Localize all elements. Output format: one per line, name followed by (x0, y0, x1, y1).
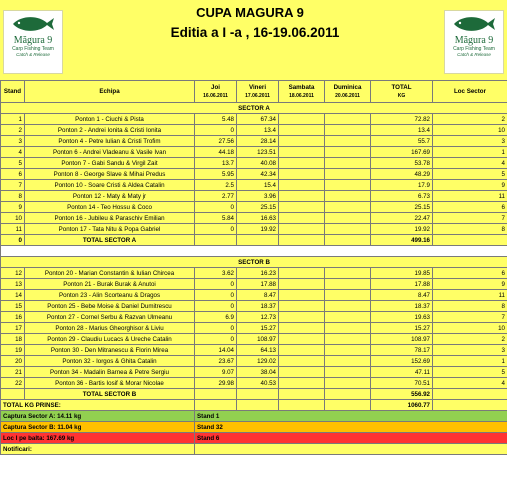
loc-cell[interactable]: 8 (433, 224, 507, 235)
footer-label[interactable]: Captura Sector A: 14.11 kg (1, 411, 195, 422)
table-row (1, 356, 507, 367)
table-row (1, 136, 507, 147)
footer-value[interactable]: Stand 32 (195, 422, 507, 433)
total-cell[interactable]: 55.7 (371, 136, 433, 147)
sector-b-label[interactable]: SECTOR B (1, 257, 507, 268)
day3-cell[interactable] (279, 290, 325, 301)
total-cell[interactable]: 6.73 (371, 191, 433, 202)
logo-sub2: Catch & Release (16, 52, 50, 57)
day2-cell[interactable]: 123.51 (237, 147, 279, 158)
stand-cell[interactable]: 7 (1, 180, 25, 191)
loc-cell[interactable]: 4 (433, 378, 507, 389)
total-cell[interactable]: 19.85 (371, 268, 433, 279)
results-table (0, 80, 507, 455)
total-cell[interactable]: 70.51 (371, 378, 433, 389)
day3-cell[interactable] (279, 334, 325, 345)
stand-cell[interactable]: 16 (1, 312, 25, 323)
day3-cell[interactable] (279, 389, 325, 400)
team-cell[interactable]: Ponton 27 - Cornel Serbu & Razvan Ulmeanu (25, 312, 195, 323)
day3-cell[interactable] (279, 400, 325, 411)
table-row (1, 158, 507, 169)
table-row (1, 334, 507, 345)
table-row (1, 147, 507, 158)
footer-row (1, 433, 507, 444)
total-cell[interactable]: 22.47 (371, 213, 433, 224)
stand-cell[interactable]: 9 (1, 202, 25, 213)
stand-cell[interactable]: 14 (1, 290, 25, 301)
total-value-cell[interactable]: 556.92 (371, 389, 433, 400)
table-row (1, 191, 507, 202)
sector-a-header (1, 103, 507, 114)
team-cell[interactable]: Ponton 28 - Marius Gheorghisor & Liviu (25, 323, 195, 334)
day4-cell[interactable] (325, 136, 371, 147)
day3-cell[interactable] (279, 224, 325, 235)
day2-cell[interactable]: 16.23 (237, 268, 279, 279)
team-cell[interactable]: Ponton 21 - Burak Burak & Anutoi (25, 279, 195, 290)
team-cell[interactable]: Ponton 36 - Bartis Iosif & Morar Nicolae (25, 378, 195, 389)
day3-cell[interactable] (279, 158, 325, 169)
team-cell[interactable]: Ponton 25 - Bebe Moise & Daniel Dumitrescu (25, 301, 195, 312)
logo-sub: Carp Fishing Team (453, 46, 495, 52)
table-row (1, 345, 507, 356)
total-cell[interactable]: 19.63 (371, 312, 433, 323)
logo-left (3, 10, 63, 74)
table-row (1, 169, 507, 180)
day4-cell[interactable] (325, 125, 371, 136)
stand-cell[interactable]: 13 (1, 279, 25, 290)
day2-cell[interactable]: 12.73 (237, 312, 279, 323)
day2-cell[interactable]: 17.88 (237, 279, 279, 290)
day3-cell[interactable] (279, 301, 325, 312)
day2-cell[interactable]: 28.14 (237, 136, 279, 147)
day1-cell[interactable]: 27.56 (195, 136, 237, 147)
team-cell[interactable]: Ponton 16 - Jubileu & Paraschiv Emilian (25, 213, 195, 224)
loc-cell[interactable]: 5 (433, 367, 507, 378)
stand-cell[interactable]: 18 (1, 334, 25, 345)
footer-label[interactable]: Loc I pe balta: 167.69 kg (1, 433, 195, 444)
footer-label[interactable]: Notificari: (1, 444, 195, 455)
logo-right (444, 10, 504, 74)
day2-cell[interactable]: 16.63 (237, 213, 279, 224)
total-cell[interactable]: 17.9 (371, 180, 433, 191)
loc-cell[interactable]: 7 (433, 312, 507, 323)
stand-cell[interactable]: 17 (1, 323, 25, 334)
team-cell[interactable]: Ponton 7 - Gabi Sandu & Virgil Zait (25, 158, 195, 169)
loc-cell[interactable]: 5 (433, 169, 507, 180)
day4-cell[interactable] (325, 268, 371, 279)
day4-cell[interactable] (325, 147, 371, 158)
table-row (1, 323, 507, 334)
day3-cell[interactable] (279, 235, 325, 246)
col-stand[interactable]: Stand (1, 81, 25, 103)
grand-total-label[interactable]: TOTAL KG PRINSE: (1, 400, 195, 411)
total-cell[interactable]: 25.15 (371, 202, 433, 213)
team-cell[interactable]: Ponton 6 - Andrei Vladeanu & Vasile Ivan (25, 147, 195, 158)
team-cell[interactable]: Ponton 17 - Tata Nitu & Popa Gabriel (25, 224, 195, 235)
stand-cell[interactable]: 3 (1, 136, 25, 147)
total-cell[interactable]: 48.29 (371, 169, 433, 180)
day1-cell[interactable]: 0 (195, 279, 237, 290)
total-cell[interactable]: 19.92 (371, 224, 433, 235)
day3-cell[interactable] (279, 136, 325, 147)
total-cell[interactable]: 17.88 (371, 279, 433, 290)
table-row (1, 213, 507, 224)
footer-row (1, 422, 507, 433)
day4-cell[interactable] (325, 323, 371, 334)
loc-cell[interactable] (433, 400, 507, 411)
day4-cell[interactable] (325, 290, 371, 301)
stand-cell[interactable]: 21 (1, 367, 25, 378)
day1-cell[interactable] (195, 389, 237, 400)
day4-cell[interactable] (325, 191, 371, 202)
day1-cell[interactable]: 29.98 (195, 378, 237, 389)
sector-total-row (1, 235, 507, 246)
day2-cell[interactable]: 108.97 (237, 334, 279, 345)
day2-cell[interactable]: 15.27 (237, 323, 279, 334)
day1-cell[interactable]: 5.84 (195, 213, 237, 224)
total-cell[interactable]: 108.97 (371, 334, 433, 345)
loc-cell[interactable]: 2 (433, 334, 507, 345)
day4-cell[interactable] (325, 378, 371, 389)
day2-cell[interactable] (237, 389, 279, 400)
column-header-row (1, 81, 507, 103)
logo-sub: Carp Fishing Team (12, 46, 54, 52)
total-cell[interactable]: 8.47 (371, 290, 433, 301)
day1-cell[interactable]: 14.04 (195, 345, 237, 356)
day2-cell[interactable]: 129.02 (237, 356, 279, 367)
day4-cell[interactable] (325, 114, 371, 125)
stand-cell[interactable]: 11 (1, 224, 25, 235)
stand-cell[interactable]: 19 (1, 345, 25, 356)
day3-cell[interactable] (279, 279, 325, 290)
page-subtitle: Editia a I -a , 16-19.06.2011 (170, 25, 340, 40)
table-row (1, 180, 507, 191)
day1-cell[interactable]: 0 (195, 334, 237, 345)
day1-cell[interactable]: 9.07 (195, 367, 237, 378)
day2-cell[interactable]: 8.47 (237, 290, 279, 301)
team-cell[interactable]: Ponton 1 - Ciuchi & Pista (25, 114, 195, 125)
loc-cell[interactable] (433, 389, 507, 400)
stand-cell[interactable]: 5 (1, 158, 25, 169)
table-row (1, 125, 507, 136)
day1-cell[interactable]: 0 (195, 323, 237, 334)
team-cell[interactable]: Ponton 29 - Claudiu Lucacs & Ureche Catalin (25, 334, 195, 345)
day4-cell[interactable] (325, 279, 371, 290)
day2-cell[interactable] (237, 400, 279, 411)
day4-cell[interactable] (325, 400, 371, 411)
total-label-cell[interactable]: TOTAL SECTOR A (25, 235, 195, 246)
footer-label[interactable]: Captura Sector B: 11.04 kg (1, 422, 195, 433)
day3-cell[interactable] (279, 202, 325, 213)
footer-row (1, 444, 507, 455)
loc-cell[interactable]: 4 (433, 158, 507, 169)
loc-cell[interactable]: 2 (433, 114, 507, 125)
loc-cell[interactable] (433, 235, 507, 246)
table-row (1, 114, 507, 125)
day3-cell[interactable] (279, 180, 325, 191)
stand-cell[interactable]: 22 (1, 378, 25, 389)
loc-cell[interactable]: 3 (433, 136, 507, 147)
table-row (1, 301, 507, 312)
day3-cell[interactable] (279, 125, 325, 136)
day2-cell[interactable]: 40.08 (237, 158, 279, 169)
spacer-row (1, 246, 507, 257)
day4-cell[interactable] (325, 345, 371, 356)
loc-cell[interactable]: 9 (433, 279, 507, 290)
day1-cell[interactable]: 44.18 (195, 147, 237, 158)
footer-row (1, 411, 507, 422)
total-cell[interactable]: 47.11 (371, 367, 433, 378)
total-cell[interactable]: 152.69 (371, 356, 433, 367)
day3-cell[interactable] (279, 323, 325, 334)
stand-cell[interactable]: 4 (1, 147, 25, 158)
team-cell[interactable]: Ponton 2 - Andrei Ionita & Cristi Ionita (25, 125, 195, 136)
day3-cell[interactable] (279, 268, 325, 279)
team-cell[interactable]: Ponton 10 - Soare Cristi & Aldea Catalin (25, 180, 195, 191)
total-cell[interactable]: 72.82 (371, 114, 433, 125)
day2-cell[interactable]: 64.13 (237, 345, 279, 356)
footer-value[interactable]: Stand 1 (195, 411, 507, 422)
day4-cell[interactable] (325, 334, 371, 345)
table-row (1, 268, 507, 279)
total-label-cell[interactable]: TOTAL SECTOR B (25, 389, 195, 400)
day1-cell[interactable]: 0 (195, 125, 237, 136)
table-row (1, 367, 507, 378)
grand-total-value[interactable]: 1060.77 (371, 400, 433, 411)
total-value-cell[interactable]: 499.16 (371, 235, 433, 246)
total-cell[interactable]: 167.69 (371, 147, 433, 158)
team-cell[interactable]: Ponton 34 - Madalin Barnea & Petre Sergiu (25, 367, 195, 378)
day2-cell[interactable]: 25.15 (237, 202, 279, 213)
day4-cell[interactable] (325, 312, 371, 323)
day3-cell[interactable] (279, 367, 325, 378)
col-day4[interactable]: Duminica 20.06.2011 (325, 81, 371, 103)
day1-cell[interactable]: 0 (195, 202, 237, 213)
spacer-cell (1, 246, 507, 257)
loc-cell[interactable]: 1 (433, 356, 507, 367)
day3-cell[interactable] (279, 345, 325, 356)
team-cell[interactable]: Ponton 14 - Teo Hossu & Coco (25, 202, 195, 213)
day1-cell[interactable] (195, 400, 237, 411)
team-cell[interactable]: Ponton 23 - Alin Scorteanu & Dragos (25, 290, 195, 301)
day3-cell[interactable] (279, 213, 325, 224)
total-cell[interactable]: 13.4 (371, 125, 433, 136)
table-row (1, 312, 507, 323)
day1-cell[interactable]: 23.67 (195, 356, 237, 367)
loc-cell[interactable]: 6 (433, 202, 507, 213)
stand-cell[interactable]: 12 (1, 268, 25, 279)
stand-cell[interactable]: 2 (1, 125, 25, 136)
day4-cell[interactable] (325, 169, 371, 180)
day4-cell[interactable] (325, 367, 371, 378)
day4-cell[interactable] (325, 224, 371, 235)
day2-cell[interactable]: 42.34 (237, 169, 279, 180)
day2-cell[interactable]: 67.34 (237, 114, 279, 125)
team-cell[interactable]: Ponton 32 - Iorgos & Ghita Catalin (25, 356, 195, 367)
table-row (1, 279, 507, 290)
grand-total-row (1, 400, 507, 411)
total-cell[interactable]: 15.27 (371, 323, 433, 334)
team-cell[interactable]: Ponton 20 - Marian Constantin & Iulian Chircea (25, 268, 195, 279)
loc-cell[interactable]: 1 (433, 147, 507, 158)
day1-cell[interactable]: 3.62 (195, 268, 237, 279)
table-row (1, 202, 507, 213)
total-cell[interactable]: 78.17 (371, 345, 433, 356)
total-stand-cell[interactable]: 0 (1, 235, 25, 246)
col-loc[interactable]: Loc Sector (433, 81, 507, 103)
col-total[interactable]: TOTAL KG (371, 81, 433, 103)
day4-cell[interactable] (325, 158, 371, 169)
day1-cell[interactable]: 5.48 (195, 114, 237, 125)
day2-cell[interactable]: 3.96 (237, 191, 279, 202)
loc-cell[interactable]: 6 (433, 268, 507, 279)
col-day1[interactable]: Joi 16.06.2011 (195, 81, 237, 103)
table-row (1, 224, 507, 235)
stand-cell[interactable]: 10 (1, 213, 25, 224)
day4-cell[interactable] (325, 180, 371, 191)
day4-cell[interactable] (325, 213, 371, 224)
table-row (1, 378, 507, 389)
total-stand-cell[interactable] (1, 389, 25, 400)
logo-brand: Măgura 9 (13, 35, 53, 46)
team-cell[interactable]: Ponton 8 - George Slave & Mihai Predus (25, 169, 195, 180)
stand-cell[interactable]: 8 (1, 191, 25, 202)
day3-cell[interactable] (279, 114, 325, 125)
day1-cell[interactable]: 5.95 (195, 169, 237, 180)
total-cell[interactable]: 18.37 (371, 301, 433, 312)
day3-cell[interactable] (279, 356, 325, 367)
day4-cell[interactable] (325, 202, 371, 213)
day3-cell[interactable] (279, 191, 325, 202)
day2-cell[interactable]: 15.4 (237, 180, 279, 191)
loc-cell[interactable]: 9 (433, 180, 507, 191)
footer-value[interactable]: Stand 6 (195, 433, 507, 444)
day2-cell[interactable] (237, 235, 279, 246)
loc-cell[interactable]: 10 (433, 125, 507, 136)
day2-cell[interactable]: 18.37 (237, 301, 279, 312)
team-cell[interactable]: Ponton 4 - Petre Iulian & Cristi Trofim (25, 136, 195, 147)
day1-cell[interactable]: 2.77 (195, 191, 237, 202)
day4-cell[interactable] (325, 389, 371, 400)
day3-cell[interactable] (279, 169, 325, 180)
carp-fish-icon (11, 14, 55, 34)
logo-brand: Măgura 9 (454, 35, 494, 46)
day1-cell[interactable]: 2.5 (195, 180, 237, 191)
stand-cell[interactable]: 6 (1, 169, 25, 180)
loc-cell[interactable]: 8 (433, 301, 507, 312)
loc-cell[interactable]: 10 (433, 323, 507, 334)
sector-b-header (1, 257, 507, 268)
day1-cell[interactable]: 0 (195, 224, 237, 235)
sector-a-label[interactable]: SECTOR A (1, 103, 507, 114)
day1-cell[interactable] (195, 235, 237, 246)
loc-cell[interactable]: 3 (433, 345, 507, 356)
day3-cell[interactable] (279, 378, 325, 389)
loc-cell[interactable]: 7 (433, 213, 507, 224)
stand-cell[interactable]: 20 (1, 356, 25, 367)
day2-cell[interactable]: 38.04 (237, 367, 279, 378)
day2-cell[interactable]: 40.53 (237, 378, 279, 389)
day3-cell[interactable] (279, 312, 325, 323)
day1-cell[interactable]: 6.9 (195, 312, 237, 323)
loc-cell[interactable]: 11 (433, 290, 507, 301)
col-day2[interactable]: Vineri 17.06.2011 (237, 81, 279, 103)
day4-cell[interactable] (325, 235, 371, 246)
day2-cell[interactable]: 13.4 (237, 125, 279, 136)
page-title: CUPA MAGURA 9 (196, 5, 304, 20)
team-cell[interactable]: Ponton 12 - Maty & Maty jr (25, 191, 195, 202)
day3-cell[interactable] (279, 147, 325, 158)
team-cell[interactable]: Ponton 30 - Den Mitranescu & Florin Mirea (25, 345, 195, 356)
day2-cell[interactable]: 19.92 (237, 224, 279, 235)
day4-cell[interactable] (325, 356, 371, 367)
day1-cell[interactable]: 13.7 (195, 158, 237, 169)
col-day3[interactable]: Sambata 18.06.2011 (279, 81, 325, 103)
loc-cell[interactable]: 11 (433, 191, 507, 202)
carp-fish-icon (452, 14, 496, 34)
day1-cell[interactable]: 0 (195, 301, 237, 312)
table-row (1, 290, 507, 301)
header-banner (0, 0, 507, 80)
col-team[interactable]: Echipa (25, 81, 195, 103)
stand-cell[interactable]: 15 (1, 301, 25, 312)
day1-cell[interactable]: 0 (195, 290, 237, 301)
total-cell[interactable]: 53.78 (371, 158, 433, 169)
logo-sub2: Catch & Release (457, 52, 491, 57)
footer-value[interactable] (195, 444, 507, 455)
stand-cell[interactable]: 1 (1, 114, 25, 125)
day4-cell[interactable] (325, 301, 371, 312)
sector-total-row (1, 389, 507, 400)
